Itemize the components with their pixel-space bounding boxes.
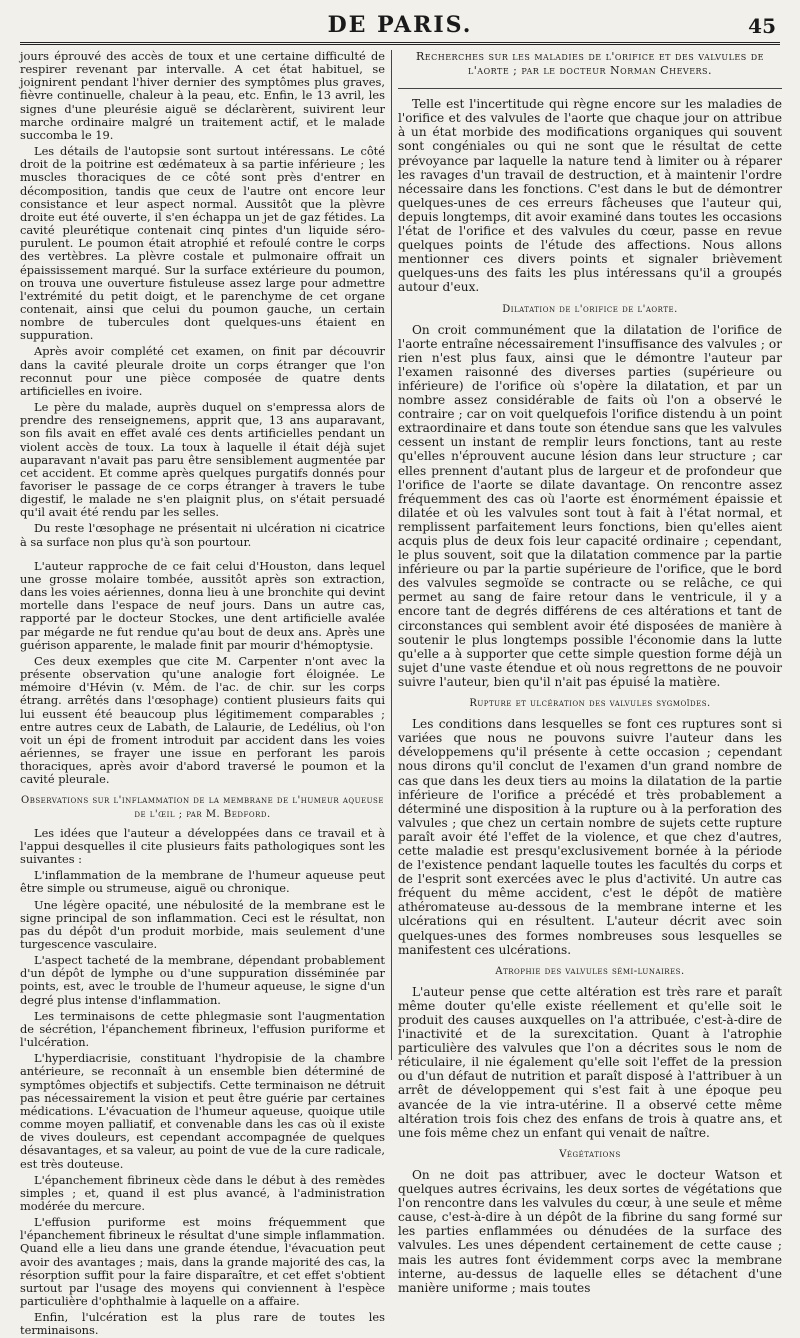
section-title: Dilatation de l'orifice de l'aorte. — [502, 303, 678, 315]
paragraph: Enfin, l'ulcération est la plus rare de toutes les terminaisons. — [20, 1310, 385, 1338]
section-title: Végétations — [559, 1148, 621, 1160]
paragraph: L'inflammation de la membrane de l'humeur aqueuse peut être simple ou strumeuse, aiguë ou chronique. — [20, 868, 385, 896]
paragraph: L'effusion puriforme est moins fréquemment que l'épanchement fibrineux le résultat d'une simple inflammation. Quand elle a lieu dans une grande étendue, l'évacuation peut avoir des avantages ; mais, dans la grande majorité des cas, la résorption suffit pour la faire disparaître, et cet effet s'obtient surtout par l'usage des moyens qui conviennent à l'espèce particulière d'ophthalmie à laquelle on a affaire. — [20, 1215, 385, 1309]
paragraph: Les conditions dans lesquelles se font ces ruptures sont si variées que nous ne pouvons suivre l'auteur dans les développemens qu'il présente à cette occasion ; cependant nous dirons qu'il conclut de l'examen d'un grand nombre de cas que dans les deux tiers au moins la dilatation de la partie inférieure de l'orifice a précédé et très probablement a déterminé une disposition à la rupture ou à la perforation des valvules ; que chez un certain nombre de sujets cette rupture paraît avoir été l'effet de la violence, et que chez d'autres, cette maladie est presqu'exclusivement bornée à la période de l'existence pendant laquelle toutes les facultés du corps et de l'esprit sont exercées avec le plus d'activité. Un autre cas fréquent du même accident, c'est le dépôt de matière athéromateuse au-dessous de la membrane interne et les ulcérations qui en résultent. L'auteur décrit avec soin quelques-unes des formes nombreuses sous lesquelles se manifestent ces ulcérations. — [398, 717, 782, 957]
section-title: Observations sur l'inflammation de la membrane de l'humeur aqueuse de l'œil ; par M. Bedford. — [21, 795, 384, 820]
page-header — [20, 8, 780, 45]
paragraph: On croit communément que la dilatation de l'orifice de l'aorte entraîne nécessairement l'insuffisance des valvules ; or rien n'est plus faux, ainsi que le démontre l'auteur par l'examen raisonné des diverses parties (supérieure ou inférieure) de l'orifice où s'opère la dilatation, et par un nombre assez considérable de faits où l'on a observé le contraire ; car on voit quelquefois l'orifice distendu à un point extraordinaire et dans toute son étendue sans que les valvules cessent un instant de remplir leurs fonctions, tant au reste qu'elles n'éprouvent aucune lésion dans leur structure ; car elles prennent d'autant plus de largeur et de profondeur que l'orifice de l'aorte se dilate davantage. On rencontre assez fréquemment des cas où l'aorte est énormément épaissie et dilatée et où les valvules sont tout à fait à l'état normal, et remplissent parfaitement leurs fonctions, bien qu'elles aient acquis plus de deux fois leur capacité ordinaire ; cependant, le plus souvent, soit que la dilatation commence par la partie inférieure ou par la partie supérieure de l'orifice, que le bord des valvules segmoïde se contracte ou se relâche, ce qui permet au sang de faire retour dans le ventricule, il y a encore tant de degrés différens de ces altérations et tant de circonstances qui semblent avoir été disposées de manière à soutenir le plus longtemps possible l'économie dans la lutte qu'elle a à supporter que cette simple question forme déjà un sujet d'une vaste étendue et où nous regrettons de ne pouvoir suivre l'auteur, bien qu'il n'ait pas épuisé la matière. — [398, 322, 782, 689]
paragraph: Les idées que l'auteur a développées dans ce travail et à l'appui desquelles il cite plusieurs faits pathologiques sont les suivantes : — [20, 825, 385, 867]
paragraph: L'auteur pense que cette altération est très rare et paraît même douter qu'elle existe réellement et qu'elle soit le produit des causes auxquelles on l'a attribuée, c'est-à-dire de l'inactivité et de la surexcitation. Quant à l'atrophie particulière des valvules que l'on a décrites sous le nom de réticulaire, il nie également qu'elle soit l'effet de la pression ou d'un défaut de nutrition et paraît disposé à l'attribuer à un arrêt de développement qui s'est fait à une époque peu avancée de la vie intra-utérine. Il a observé cette même altération trois fois chez des enfans de trois à quatre ans, et une fois même chez un enfant qui venait de naître. — [398, 984, 782, 1140]
paragraph: Le père du malade, auprès duquel on s'empressa alors de prendre des renseignemens, apprit que, 13 ans auparavant, son fils avait en effet avalé ces dents artificielles pendant un violent accès de toux. La toux à laquelle il était déjà sujet auparavant n'avait pas paru être sensiblement augmentée par cet accident. Et comme après quelques purgatifs donnés pour favoriser le passage de ce corps étranger à travers le tube digestif, le malade ne s'en plaignit plus, on s'était persuadé qu'il avait été rendu par les selles. — [20, 400, 385, 520]
page-number: 45 — [748, 14, 776, 38]
paragraph: Les détails de l'autopsie sont surtout intéressans. Le côté droit de la poitrine est œdémateux à sa partie inférieure ; les muscles thoraciques de ce côté sont près d'entrer en décomposition, tandis que ceux de l'autre ont encore leur consistance et leur aspect normal. Aussitôt que la plèvre droite eut été ouverte, il s'en échappa un jet de gaz fétides. La cavité pleurétique contenait cinq pintes d'un liquide séro-purulent. Le poumon était atrophié et refoulé contre le corps des vertèbres. La plèvre costale et pulmonaire offrait un épaississement marqué. Sur la surface extérieure du poumon, on trouva une ouverture fistuleuse assez large pour admettre l'extrémité du petit doigt, et le parenchyme de cet organe contenait, ainsi que celui du poumon gauche, un certain nombre de tubercules dont quelques-uns étaient en suppuration. — [20, 144, 385, 343]
paragraph: L'épanchement fibrineux cède dans le début à des remèdes simples ; et, quand il est plus avancé, à l'administration modérée du mercure. — [20, 1172, 385, 1213]
header-title: DE PARIS. — [327, 12, 473, 38]
paragraph: L'aspect tacheté de la membrane, dépendant probablement d'un dépôt de lymphe ou d'une suppuration disséminée par points, est, avec le trouble de l'humeur aqueuse, le signe d'un degré plus intense d'inflammation. — [20, 953, 385, 1007]
paragraph: Après avoir complété cet examen, on finit par découvrir dans la cavité pleurale droite un corps étranger que l'on reconnut pour une pièce composée de quatre dents artificielles en ivoire. — [20, 344, 385, 398]
paragraph: Telle est l'incertitude qui règne encore sur les maladies de l'orifice et des valvules de l'aorte que chaque jour on attribue à un état morbide des modifications organiques qui souvent sont congéniales ou qui ne sont que le résultat de cette prévoyance par laquelle la nature tend à limiter ou à réparer les ravages d'un travail de destruction, et à maintenir l'ordre nécessaire dans les fonctions. C'est dans le but de démontrer quelques-unes de ces erreurs fâcheuses que l'auteur qui, depuis longtemps, dit avoir examiné dans toutes les occasions l'état de l'orifice et des valvules du cœur, passe en revue quelques points de l'étude des affections. Nous allons mentionner ces divers points et signaler brièvement quelques-uns des faits les plus intéressans qu'il a groupés autour d'eux. — [398, 97, 782, 295]
paragraph: Du reste l'œsophage ne présentait ni ulcération ni cicatrice à sa surface non plus qu'à son pourtour. — [20, 521, 385, 549]
column-divider — [391, 50, 392, 1060]
paragraph: On ne doit pas attribuer, avec le docteur Watson et quelques autres écrivains, les deux sortes de végétations que l'on rencontre dans les valvules du cœur, à une seule et même cause, c'est-à-dire à un dépôt de la fibrine du sang formé sur les parties enflammées ou dénudées de la surface des valvules. Les unes dépendent certainement de cette cause ; mais les autres font évidemment corps avec la membrane interne, au-dessus de laquelle elles se détachent d'une manière uniforme ; mais toutes — [398, 1167, 782, 1295]
paragraph: L'auteur rapproche de ce fait celui d'Houston, dans lequel une grosse molaire tombée, aussitôt après son extraction, dans les voies aériennes, donna lieu à une bronchite qui devint mortelle dans l'espace de neuf jours. Dans un autre cas, rapporté par le docteur Stockes, une dent artificielle avalée par mégarde ne fut rendue qu'au bout de deux ans. Après une guérison apparente, le malade finit par mourir d'hémoptysie. — [20, 558, 385, 652]
paragraph: Les terminaisons de cette phlegmasie sont l'augmentation de sécrétion, l'épanchement fibrineux, l'effusion puriforme et l'ulcération. — [20, 1008, 385, 1050]
section-title: Rupture et ulcération des valvules sygmoïdes. — [469, 698, 711, 710]
right-column — [398, 50, 782, 1295]
left-column — [20, 49, 385, 1338]
section-title: Atrophie des valvules sémi-lunaires. — [495, 965, 685, 977]
section-heading-block — [398, 50, 782, 89]
paragraph: L'hyperdiacrisie, constituant l'hydropisie de la chambre antérieure, se reconnaît à un ensemble bien déterminé de symptômes objectifs et subjectifs. Cette terminaison ne détruit pas nécessairement la vision et peut être guérie par certaines médications. L'évacuation de l'humeur aqueuse, quoique utile comme moyen palliatif, et convenable dans les cas où il existe de vives douleurs, est cependant accompagnée de quelques désavantages, et sa valeur, au point de vue de la cure radicale, est très douteuse. — [20, 1051, 385, 1171]
section-title: Recherches sur les maladies de l'orifice et des valvules de l'aorte ; par le docteur Norman Chevers. — [416, 50, 764, 78]
paragraph: Ces deux exemples que cite M. Carpenter n'ont avec la présente observation qu'une analogie fort éloignée. Le mémoire d'Hévin (v. Mém. de l'ac. de chir. sur les corps étrang. arrêtés dans l'œsophage) contient plusieurs faits qui lui eussent été beaucoup plus légitimement comparables ; entre autres ceux de Labath, de Lalaurie, de Ledélius, où l'on voit un épi de froment introduit par accident dans les voies aériennes, se frayer une issue en perforant les parois thoraciques, après avoir d'abord traversé le poumon et la cavité pleurale. — [20, 653, 385, 787]
paragraph: Une légère opacité, une nébulosité de la membrane est le signe principal de son inflammation. Ceci est le résultat, non pas du dépôt d'un produit morbide, mais seulement d'une turgescence vasculaire. — [20, 897, 385, 951]
paragraph: jours éprouvé des accès de toux et une certaine difficulté de respirer revenant par intervalle. A cet état habituel, se joignirent pendant l'hiver dernier des symptômes plus graves, fièvre continuelle, chaleur à la peau, etc. Enfin, le 13 avril, les signes d'une pleurésie aiguë se déclarèrent, suivirent leur marche ordinaire malgré un traitement actif, et le malade succomba le 19. — [20, 49, 385, 142]
